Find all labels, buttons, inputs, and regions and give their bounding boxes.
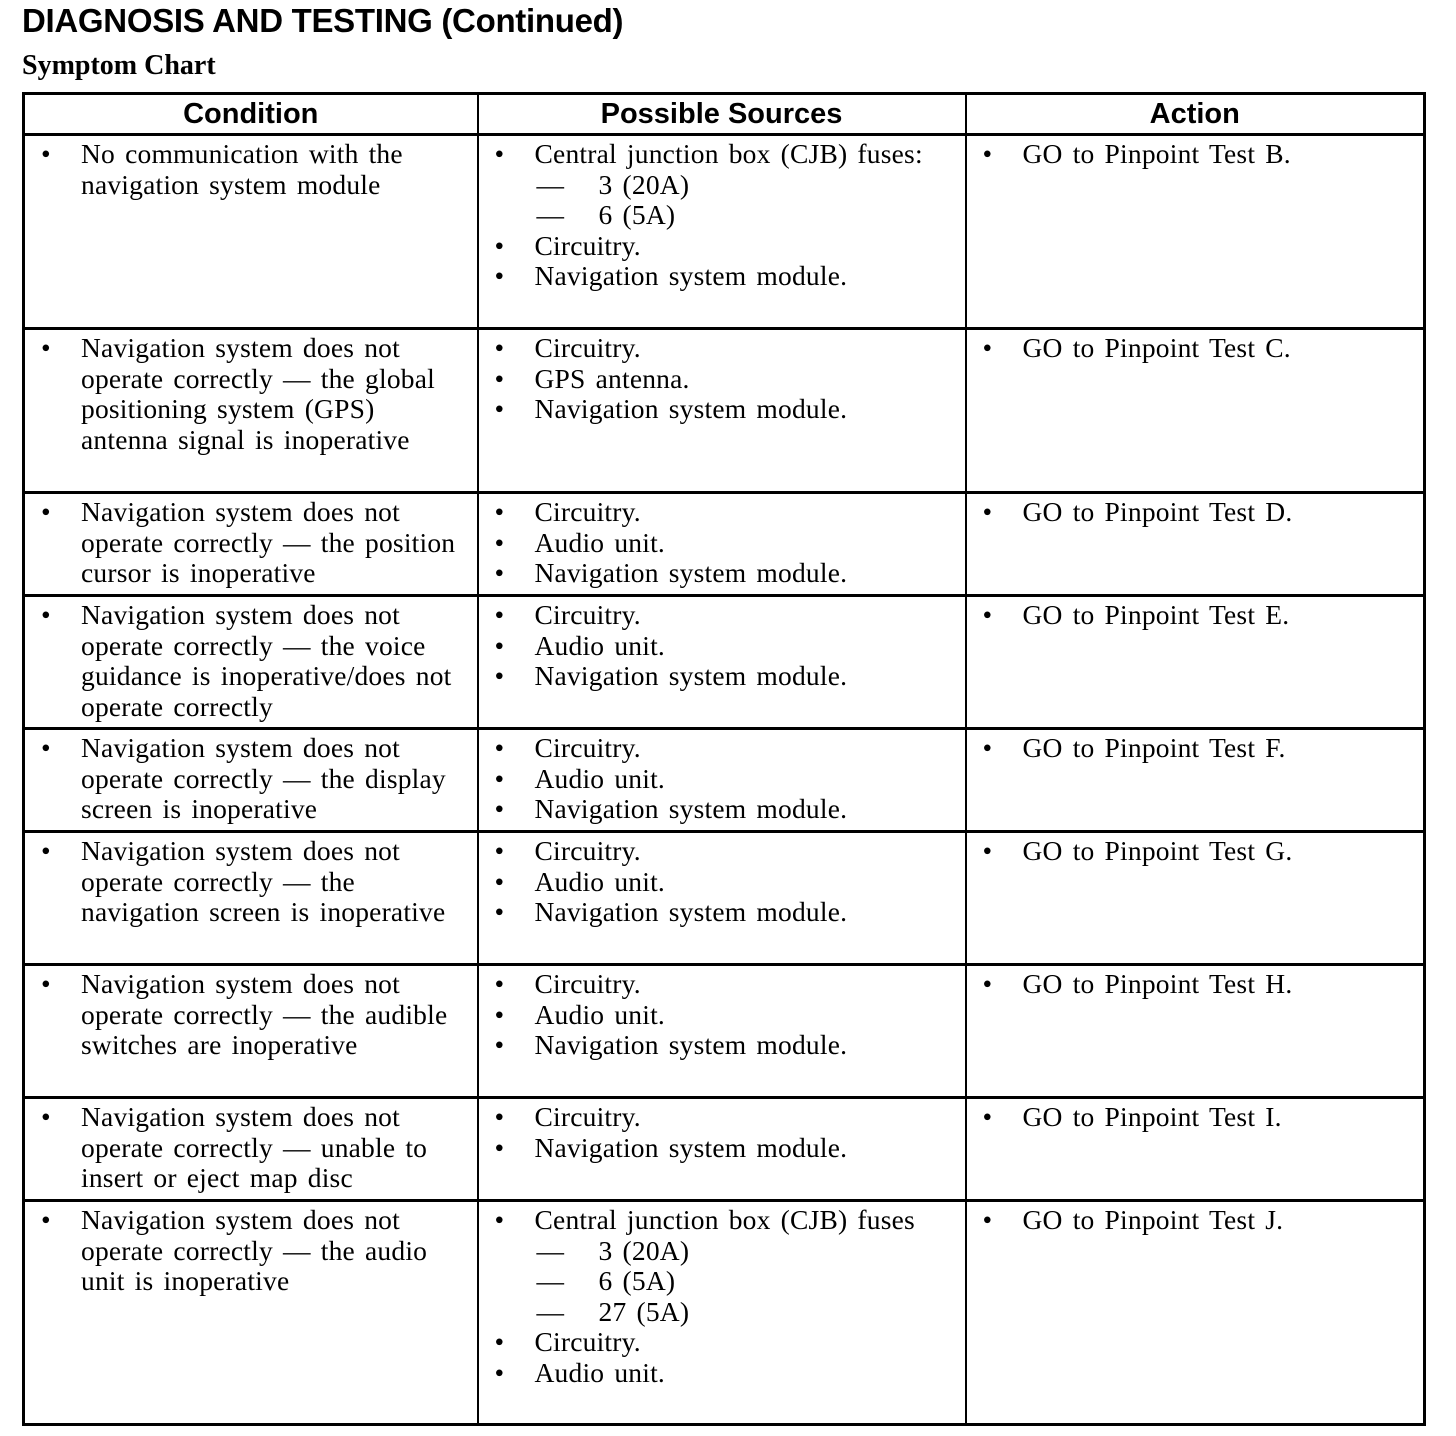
source-item <box>479 558 965 589</box>
condition-text: • Navigation system does not operate correctly — the global positioning system (GPS) antenna signal is inoperative <box>25 333 477 455</box>
fuse-value: 27 (5A) <box>598 1295 690 1327</box>
source-text: Circuitry. <box>534 332 641 363</box>
action-text: • GO to Pinpoint Test H. <box>967 969 1424 1000</box>
source-text: Navigation system module. <box>534 660 848 691</box>
source-text: Circuitry. <box>534 835 641 866</box>
em-dash-marker: — <box>536 1265 565 1296</box>
possible-sources-cell <box>478 965 966 1098</box>
source-text: Audio unit. <box>534 865 665 897</box>
condition-text: • Navigation system does not operate correctly — the position cursor is inoperative <box>25 497 477 589</box>
action-cell <box>966 493 1425 596</box>
fuse-value: 6 (5A) <box>598 199 676 230</box>
possible-sources-cell <box>478 832 966 965</box>
action-text: • GO to Pinpoint Test C. <box>967 333 1424 364</box>
action-text: • GO to Pinpoint Test E. <box>967 600 1424 631</box>
source-item <box>479 1205 965 1327</box>
action-cell <box>966 135 1425 329</box>
condition-text: • Navigation system does not operate correctly — the audible switches are inoperative <box>25 969 477 1061</box>
symptom-chart-table <box>22 92 1426 1426</box>
action-text: • GO to Pinpoint Test I. <box>967 1102 1424 1133</box>
condition-text: • No communication with the navigation system module <box>25 139 477 200</box>
fuse-subitem <box>535 1236 959 1267</box>
action-cell <box>966 1201 1425 1425</box>
source-text: Navigation system module. <box>534 393 848 424</box>
fuse-value: 6 (5A) <box>598 1265 676 1296</box>
action-cell <box>966 1098 1425 1201</box>
source-item <box>479 364 965 395</box>
table-row <box>24 729 1425 832</box>
condition-cell <box>24 329 478 493</box>
column-header-condition: Condition <box>24 94 478 135</box>
table-body <box>24 135 1425 1425</box>
source-text: Circuitry. <box>534 732 641 763</box>
fuse-value: 3 (20A) <box>598 1234 690 1266</box>
source-text: Navigation system module. <box>534 260 848 291</box>
source-text: Audio unit. <box>534 1356 665 1388</box>
source-item <box>479 1327 965 1358</box>
fuse-value: 3 (20A) <box>598 168 690 200</box>
condition-text: • Navigation system does not operate correctly — unable to insert or eject map disc <box>25 1102 477 1194</box>
page-title: DIAGNOSIS AND TESTING (Continued) <box>22 2 624 39</box>
action-text: • GO to Pinpoint Test J. <box>967 1205 1424 1236</box>
source-text: Circuitry. <box>534 1101 641 1132</box>
em-dash-marker: — <box>536 1234 565 1266</box>
source-item <box>479 497 965 528</box>
source-item <box>479 1358 965 1389</box>
source-item <box>479 733 965 764</box>
possible-sources-cell <box>478 1098 966 1201</box>
source-text: Circuitry. <box>534 496 641 527</box>
source-item <box>479 1030 965 1061</box>
source-text: Navigation system module. <box>534 1029 848 1060</box>
table-row <box>24 135 1425 329</box>
condition-cell <box>24 965 478 1098</box>
condition-cell <box>24 596 478 729</box>
fuse-subitem <box>535 200 959 231</box>
action-cell <box>966 965 1425 1098</box>
source-item <box>479 897 965 928</box>
source-text: Central junction box (CJB) fuses: <box>534 138 923 169</box>
condition-cell <box>24 729 478 832</box>
condition-text: • Navigation system does not operate correctly — the audio unit is inoperative <box>25 1205 477 1297</box>
possible-sources-cell <box>478 135 966 329</box>
action-cell <box>966 329 1425 493</box>
table-row <box>24 1098 1425 1201</box>
source-text: Circuitry. <box>534 599 641 630</box>
table-row <box>24 965 1425 1098</box>
source-item <box>479 231 965 262</box>
source-text: Navigation system module. <box>534 557 848 588</box>
source-text: Audio unit. <box>534 526 665 558</box>
table-row <box>24 596 1425 729</box>
condition-cell <box>24 1201 478 1425</box>
fuse-subitem <box>535 170 959 201</box>
em-dash-marker: — <box>536 199 565 230</box>
em-dash-marker: — <box>536 168 565 200</box>
source-text: Navigation system module. <box>534 793 848 824</box>
action-cell <box>966 729 1425 832</box>
chart-title: Symptom Chart <box>22 50 216 81</box>
source-text: Navigation system module. <box>534 1131 848 1163</box>
em-dash-marker: — <box>536 1295 565 1327</box>
table-row <box>24 329 1425 493</box>
source-text: GPS antenna. <box>534 362 690 394</box>
action-cell <box>966 596 1425 729</box>
condition-cell <box>24 135 478 329</box>
column-header-action: Action <box>966 94 1425 135</box>
source-item <box>479 600 965 631</box>
condition-cell <box>24 493 478 596</box>
source-item <box>479 261 965 292</box>
possible-sources-cell <box>478 329 966 493</box>
source-item <box>479 1000 965 1031</box>
source-text: Audio unit. <box>534 629 665 661</box>
source-text: Audio unit. <box>534 998 665 1030</box>
source-text: Circuitry. <box>534 968 641 999</box>
source-item <box>479 1102 965 1133</box>
source-item <box>479 333 965 364</box>
source-text: Circuitry. <box>534 229 641 261</box>
action-text: • GO to Pinpoint Test B. <box>967 139 1424 170</box>
source-item <box>479 969 965 1000</box>
source-item <box>479 661 965 692</box>
condition-text: • Navigation system does not operate correctly — the voice guidance is inoperative/does not operate correctly <box>25 600 477 722</box>
possible-sources-cell <box>478 493 966 596</box>
possible-sources-cell <box>478 729 966 832</box>
source-text: Navigation system module. <box>534 896 848 927</box>
source-item <box>479 528 965 559</box>
possible-sources-cell <box>478 596 966 729</box>
column-header-possible-sources: Possible Sources <box>478 94 966 135</box>
fuse-subitem <box>535 1266 959 1297</box>
source-text: Central junction box (CJB) fuses <box>534 1204 915 1235</box>
condition-cell <box>24 1098 478 1201</box>
action-cell <box>966 832 1425 965</box>
action-text: • GO to Pinpoint Test G. <box>967 836 1424 867</box>
condition-text: • Navigation system does not operate correctly — the navigation screen is inoperative <box>25 836 477 928</box>
source-item <box>479 764 965 795</box>
source-item <box>479 867 965 898</box>
table-row <box>24 493 1425 596</box>
source-text: Audio unit. <box>534 762 665 794</box>
table-header-row <box>24 94 1425 135</box>
source-item <box>479 394 965 425</box>
source-item <box>479 139 965 231</box>
source-item <box>479 631 965 662</box>
condition-text: • Navigation system does not operate correctly — the display screen is inoperative <box>25 733 477 825</box>
possible-sources-cell <box>478 1201 966 1425</box>
source-item <box>479 1133 965 1164</box>
condition-cell <box>24 832 478 965</box>
table-row <box>24 1201 1425 1425</box>
source-text: Circuitry. <box>534 1326 641 1357</box>
fuse-subitem <box>535 1297 959 1328</box>
source-item <box>479 836 965 867</box>
table-row <box>24 832 1425 965</box>
source-item <box>479 794 965 825</box>
action-text: • GO to Pinpoint Test D. <box>967 497 1424 528</box>
action-text: • GO to Pinpoint Test F. <box>967 733 1424 764</box>
